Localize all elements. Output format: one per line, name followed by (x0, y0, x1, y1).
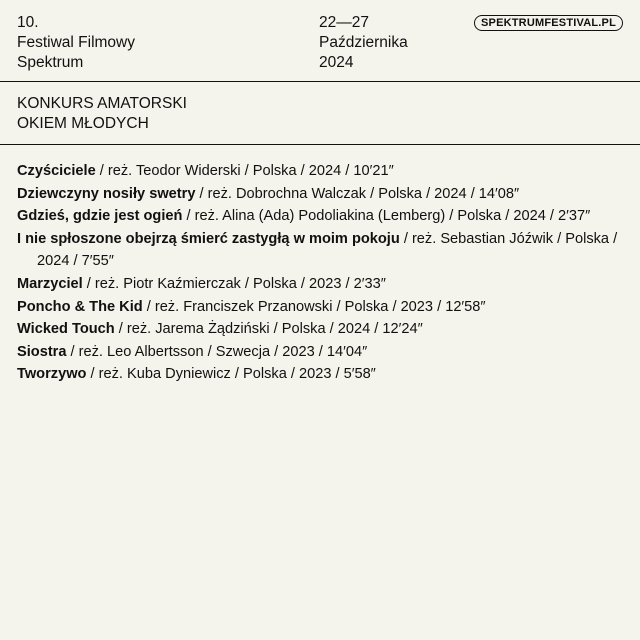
date-month: Października (319, 34, 408, 51)
film-details: / reż. Piotr Kaźmierczak / Polska / 2023 / 2′33″ (82, 275, 386, 292)
film-entry (17, 205, 627, 228)
date-range: 22—27 (319, 14, 369, 31)
page-header (0, 0, 640, 82)
film-entry (17, 228, 627, 273)
film-title: Tworzywo (17, 366, 87, 383)
website-badge[interactable]: SPEKTRUMFESTIVAL.PL (474, 15, 623, 31)
film-details: / reż. Sebastian Jóźwik / Polska / 2024 / 7′55″ (37, 230, 618, 270)
festival-dates (319, 13, 408, 73)
film-title: Czyściciele (17, 163, 96, 179)
section-title (17, 94, 187, 134)
film-entry (17, 318, 627, 341)
film-title: Dziewczyny nosiły swetry (17, 185, 196, 202)
edition-number: 10. (17, 14, 39, 31)
film-title: Siostra (17, 343, 67, 360)
date-year: 2024 (319, 54, 354, 71)
film-details: / reż. Jarema Żądziński / Polska / 2024 / 12′24″ (114, 321, 423, 338)
film-details: / reż. Alina (Ada) Podoliakina (Lemberg) / Polska / 2024 / 2′37″ (182, 208, 591, 225)
film-details: / reż. Leo Albertsson / Szwecja / 2023 / 14′04″ (66, 343, 368, 360)
film-title: I nie spłoszone obejrzą śmierć zastygłą w moim pokoju (17, 230, 400, 247)
festival-name-line1: Festiwal Filmowy (17, 34, 135, 51)
film-details: / reż. Dobrochna Walczak / Polska / 2024 / 14′08″ (195, 185, 520, 202)
section-title-line2: OKIEM MŁODYCH (17, 115, 149, 132)
film-title: Marzyciel (17, 275, 83, 292)
film-details: / reż. Kuba Dyniewicz / Polska / 2023 / 5′58″ (86, 366, 376, 383)
film-title: Wicked Touch (17, 321, 115, 338)
film-title: Poncho & The Kid (17, 298, 143, 315)
section-divider (0, 144, 640, 145)
festival-info (17, 13, 135, 73)
film-entry (17, 341, 627, 364)
film-entry (17, 273, 627, 296)
film-details: / reż. Teodor Widerski / Polska / 2024 / 10′21″ (95, 163, 394, 179)
festival-name-line2: Spektrum (17, 54, 84, 71)
film-entry (17, 363, 627, 386)
film-entry (17, 183, 627, 206)
film-details: / reż. Franciszek Przanowski / Polska / 2023 / 12′58″ (142, 298, 486, 315)
film-entry (17, 296, 627, 319)
header-divider (0, 81, 640, 82)
film-entry (17, 160, 627, 183)
section-title-line1: KONKURS AMATORSKI (17, 95, 187, 112)
film-title: Gdzieś, gdzie jest ogień (17, 208, 183, 225)
film-list (17, 160, 627, 386)
